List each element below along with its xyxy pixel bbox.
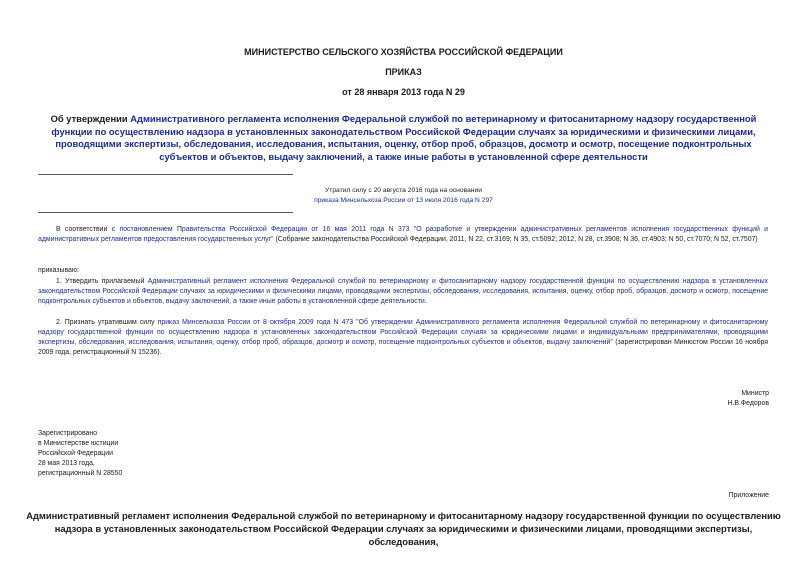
- registration-line: 28 мая 2013 года,: [38, 460, 95, 468]
- item-1-regulation-link[interactable]: Административный регламент исполнения Федеральной службой по ветеринарному и фитосанитарному надзору государственной функции по осуществлению надзора в установленных законодательством Российской Федерации случаях за юридическими и физическими лицами, проводящими экспертизы, обследования, исследования, испытания, оценку, отбор проб, образцов, досмотр и осмотр, посещение подконтрольных субъектов и объектов, выдачу заключений, а также иные работы в установленной сфере деятельности: [38, 278, 769, 306]
- order-word: приказываю:: [38, 267, 79, 274]
- registration-line: Российской Федерации: [38, 450, 113, 458]
- item-2-paragraph: [38, 318, 768, 358]
- registration-line: в Министерстве юстиции: [38, 440, 119, 448]
- date-number-heading: от 28 января 2013 года N 29: [342, 87, 465, 97]
- preamble-end: (Собрание законодательства Российской Федерации, 2011, N 22, ст.3169; N 35, ст.5092; 2012, N 28, ст.3908; N 36, ст.4903; N 50, ст.7070; N 52, ст.7507): [273, 236, 758, 244]
- item-1-paragraph: [38, 277, 768, 307]
- registration-line: регистрационный N 28550: [38, 470, 123, 478]
- appendix-title: Административный регламент исполнения Федеральной службой по ветеринарному и фитосанитарному надзору государственной функции по осуществлению надзора в установленных законодательством Российской Федерации случаях за юридическими и физическими лицами, проводящими экспертизы, обследования,: [26, 510, 781, 547]
- item-2-start: 2. Признать утратившим силу: [56, 319, 158, 326]
- ministry-heading: МИНИСТЕРСТВО СЕЛЬСКОГО ХОЗЯЙСТВА РОССИЙСКОЙ ФЕДЕРАЦИИ: [244, 47, 563, 57]
- signature-position: Министр: [741, 390, 769, 397]
- divider-top: [38, 174, 293, 175]
- registration-block: [38, 429, 122, 479]
- signature-block: [728, 389, 770, 409]
- item-2-order-link[interactable]: приказ Минсельхоза России от 8 октября 2009 года N 473 "Об утверждении Административного регламента исполнения Федеральной службой по ветеринарному и фитосанитарному надзору государственной функции по осуществлению надзора в установленных законодательством Российской Федерации случаях за юридическими лицами и индивидуальными предпринимателями, проводящими экспертизы, обследования, исследования, испытания, оценку, отбор проб, образцов, досмотр и осмотр, посещение подконтрольных субъектов и объектов, выдачу заключений": [38, 319, 768, 347]
- lost-force-note: [0, 186, 807, 206]
- lost-force-line: Утратил силу с 20 августа 2016 года на основании: [325, 187, 482, 194]
- preamble-paragraph: [38, 225, 768, 245]
- doc-type-heading: ПРИКАЗ: [385, 67, 422, 77]
- order-title: [30, 113, 777, 163]
- government-decree-link[interactable]: постановлением Правительства Российской Федерации от 16 мая 2011 года N 373 "О разработке и утверждении административных регламентов исполнения государственных функций и административных регламентов предоставления государственных услуг": [38, 226, 768, 244]
- registration-line: Зарегистрировано: [38, 430, 98, 437]
- item-1-end: .: [424, 298, 427, 306]
- appendix-label: Приложение: [728, 492, 769, 499]
- item-2-end: (зарегистрирован Минюстом России 16 ноября 2009 года, регистрационный N 15236).: [38, 339, 769, 357]
- lost-force-order-link[interactable]: приказа Минсельхоза России от 13 июля 2016 года N 297: [314, 197, 493, 204]
- item-1-start: 1. Утвердить прилагаемый: [56, 278, 148, 285]
- divider-bottom: [38, 212, 293, 213]
- preamble-start: В соответствии с: [56, 226, 120, 233]
- title-prefix: Об утверждении: [50, 113, 131, 124]
- signature-name: Н.В.Федоров: [727, 400, 769, 407]
- title-regulation-link[interactable]: Административного регламента исполнения Федеральной службой по ветеринарному и фитосанитарному надзору государственной функции по осуществлению надзора в установленных законодательством Российской Федерации случаях за юридическими и физическими лицами, проводящими экспертизы, обследования, исследования, испытания, оценку, отбор проб, образцов, досмотр и осмотр, посещение подконтрольных субъектов и объектов, выдачу заключений, а также иные работы в установленной сфере деятельности: [51, 113, 757, 162]
